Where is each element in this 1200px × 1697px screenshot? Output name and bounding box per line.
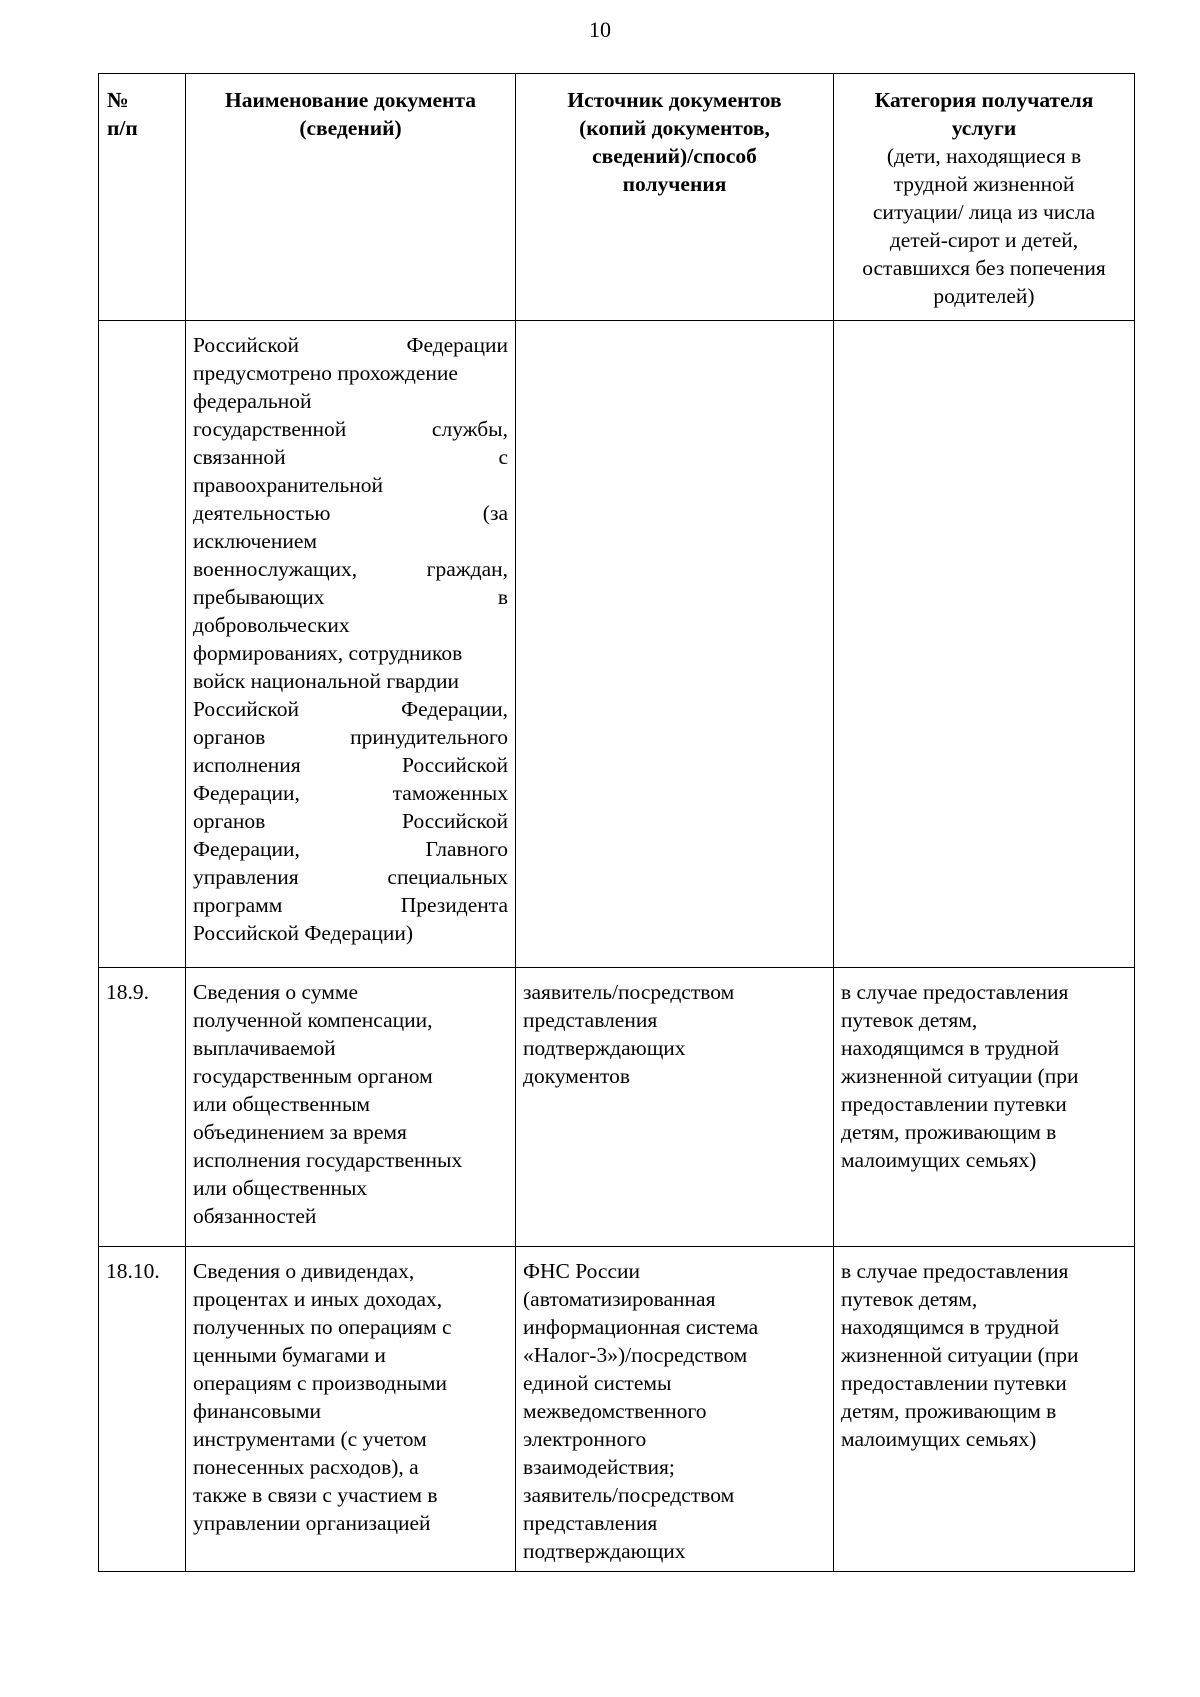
text-line: «Налог-3»)/посредством bbox=[523, 1343, 748, 1367]
text-line: подтверждающих bbox=[523, 1036, 686, 1060]
text-line: также в связи с участием в bbox=[193, 1483, 438, 1507]
table-row bbox=[99, 968, 1135, 1247]
text-line: процентах и иных доходах, bbox=[193, 1287, 443, 1311]
text-line: путевок детям, bbox=[841, 1287, 978, 1311]
text-line: жизненной ситуации (при bbox=[841, 1064, 1079, 1088]
text-line: заявитель/посредством bbox=[523, 1483, 735, 1507]
text-line: представления bbox=[523, 1511, 658, 1535]
text-line: выплачиваемой bbox=[193, 1036, 336, 1060]
text-line: исполнения государственных bbox=[193, 1148, 463, 1172]
text-line: Российской Федерации) bbox=[193, 921, 414, 945]
text-line: путевок детям, bbox=[841, 1008, 978, 1032]
text-line: органов Российской bbox=[193, 809, 508, 833]
cell-document-name bbox=[186, 968, 516, 1247]
text-line: малоимущих семьях) bbox=[841, 1148, 1037, 1172]
text-line: управления специальных bbox=[193, 865, 508, 889]
text-line: финансовыми bbox=[193, 1399, 321, 1423]
text-line: обязанностей bbox=[193, 1204, 317, 1228]
text-line: взаимодействия; bbox=[523, 1455, 675, 1479]
text-line: исключением bbox=[193, 529, 317, 553]
text-line: связанной с bbox=[193, 445, 508, 469]
text-line: малоимущих семьях) bbox=[841, 1427, 1037, 1451]
cell-document-name bbox=[186, 1247, 516, 1572]
text-line: Сведения о сумме bbox=[193, 980, 358, 1004]
text-line: детям, проживающим в bbox=[841, 1399, 1057, 1423]
header-category: Категория получателя услуги (дети, находящиеся в трудной жизненной ситуации/ лица из числа детей-сирот и детей, оставшихся без попечения родителей) bbox=[834, 74, 1135, 321]
text-line: подтверждающих bbox=[523, 1539, 686, 1563]
text-line: пребывающих в bbox=[193, 585, 508, 609]
text-line: или общественным bbox=[193, 1092, 371, 1116]
text-line: ФНС России bbox=[523, 1259, 641, 1283]
text-line: Федерации, таможенных bbox=[193, 781, 508, 805]
text-line: Российской Федерации, bbox=[193, 697, 508, 721]
table-row-continuation bbox=[99, 321, 1135, 968]
cell-number: 18.9. bbox=[99, 968, 186, 1247]
cell-source bbox=[516, 321, 834, 968]
text-line: государственной службы, bbox=[193, 417, 508, 441]
cell-number bbox=[99, 321, 186, 968]
text-line: электронного bbox=[523, 1427, 647, 1451]
cell-source bbox=[516, 968, 834, 1247]
text-line: предусмотрено прохождение bbox=[193, 361, 458, 385]
text-line: в случае предоставления bbox=[841, 980, 1069, 1004]
text-line: исполнения Российской bbox=[193, 753, 508, 777]
text-line: детям, проживающим в bbox=[841, 1120, 1057, 1144]
header-number: № п/п bbox=[99, 74, 186, 321]
page-number: 10 bbox=[589, 17, 611, 42]
text-line: находящимся в трудной bbox=[841, 1315, 1060, 1339]
text-line: органов принудительного bbox=[193, 725, 508, 749]
text-line: в случае предоставления bbox=[841, 1259, 1069, 1283]
text-line: представления bbox=[523, 1008, 658, 1032]
text-line: полученной компенсации, bbox=[193, 1008, 433, 1032]
text-line: понесенных расходов), а bbox=[193, 1455, 419, 1479]
header-document-name: Наименование документа (сведений) bbox=[186, 74, 516, 321]
text-line: предоставлении путевки bbox=[841, 1092, 1067, 1116]
text-line: жизненной ситуации (при bbox=[841, 1343, 1079, 1367]
text-line: военнослужащих, граждан, bbox=[193, 557, 508, 581]
documents-table bbox=[98, 73, 1135, 1572]
text-line: или общественных bbox=[193, 1176, 368, 1200]
text-line: предоставлении путевки bbox=[841, 1371, 1067, 1395]
text-line: деятельностью (за bbox=[193, 501, 508, 525]
text-line: межведомственного bbox=[523, 1399, 707, 1423]
text-line: заявитель/посредством bbox=[523, 980, 735, 1004]
text-line: Российской Федерации bbox=[193, 333, 508, 357]
text-line: программ Президента bbox=[193, 893, 508, 917]
cell-document-name bbox=[186, 321, 516, 968]
text-line: ценными бумагами и bbox=[193, 1343, 386, 1367]
text-line: правоохранительной bbox=[193, 473, 384, 497]
text-line: государственным органом bbox=[193, 1064, 433, 1088]
cell-category bbox=[834, 968, 1135, 1247]
text-line: (автоматизированная bbox=[523, 1287, 716, 1311]
header-source: Источник документов (копий документов, сведений)/способ получения bbox=[516, 74, 834, 321]
text-line: объединением за время bbox=[193, 1120, 407, 1144]
text-line: управлении организацией bbox=[193, 1511, 431, 1535]
text-line: формированиях, сотрудников bbox=[193, 641, 463, 665]
text-line: федеральной bbox=[193, 389, 312, 413]
cell-number: 18.10. bbox=[99, 1247, 186, 1572]
cell-category bbox=[834, 321, 1135, 968]
table-row bbox=[99, 1247, 1135, 1572]
cell-category bbox=[834, 1247, 1135, 1572]
table-header-row bbox=[99, 74, 1135, 321]
text-line: Федерации, Главного bbox=[193, 837, 508, 861]
text-line: войск национальной гвардии bbox=[193, 669, 459, 693]
text-line: информационная система bbox=[523, 1315, 759, 1339]
text-line: Сведения о дивидендах, bbox=[193, 1259, 415, 1283]
text-line: инструментами (с учетом bbox=[193, 1427, 427, 1451]
cell-source bbox=[516, 1247, 834, 1572]
text-line: добровольческих bbox=[193, 613, 350, 637]
text-line: находящимся в трудной bbox=[841, 1036, 1060, 1060]
text-line: единой системы bbox=[523, 1371, 672, 1395]
text-line: полученных по операциям с bbox=[193, 1315, 452, 1339]
text-line: документов bbox=[523, 1064, 630, 1088]
text-line: операциям с производными bbox=[193, 1371, 448, 1395]
